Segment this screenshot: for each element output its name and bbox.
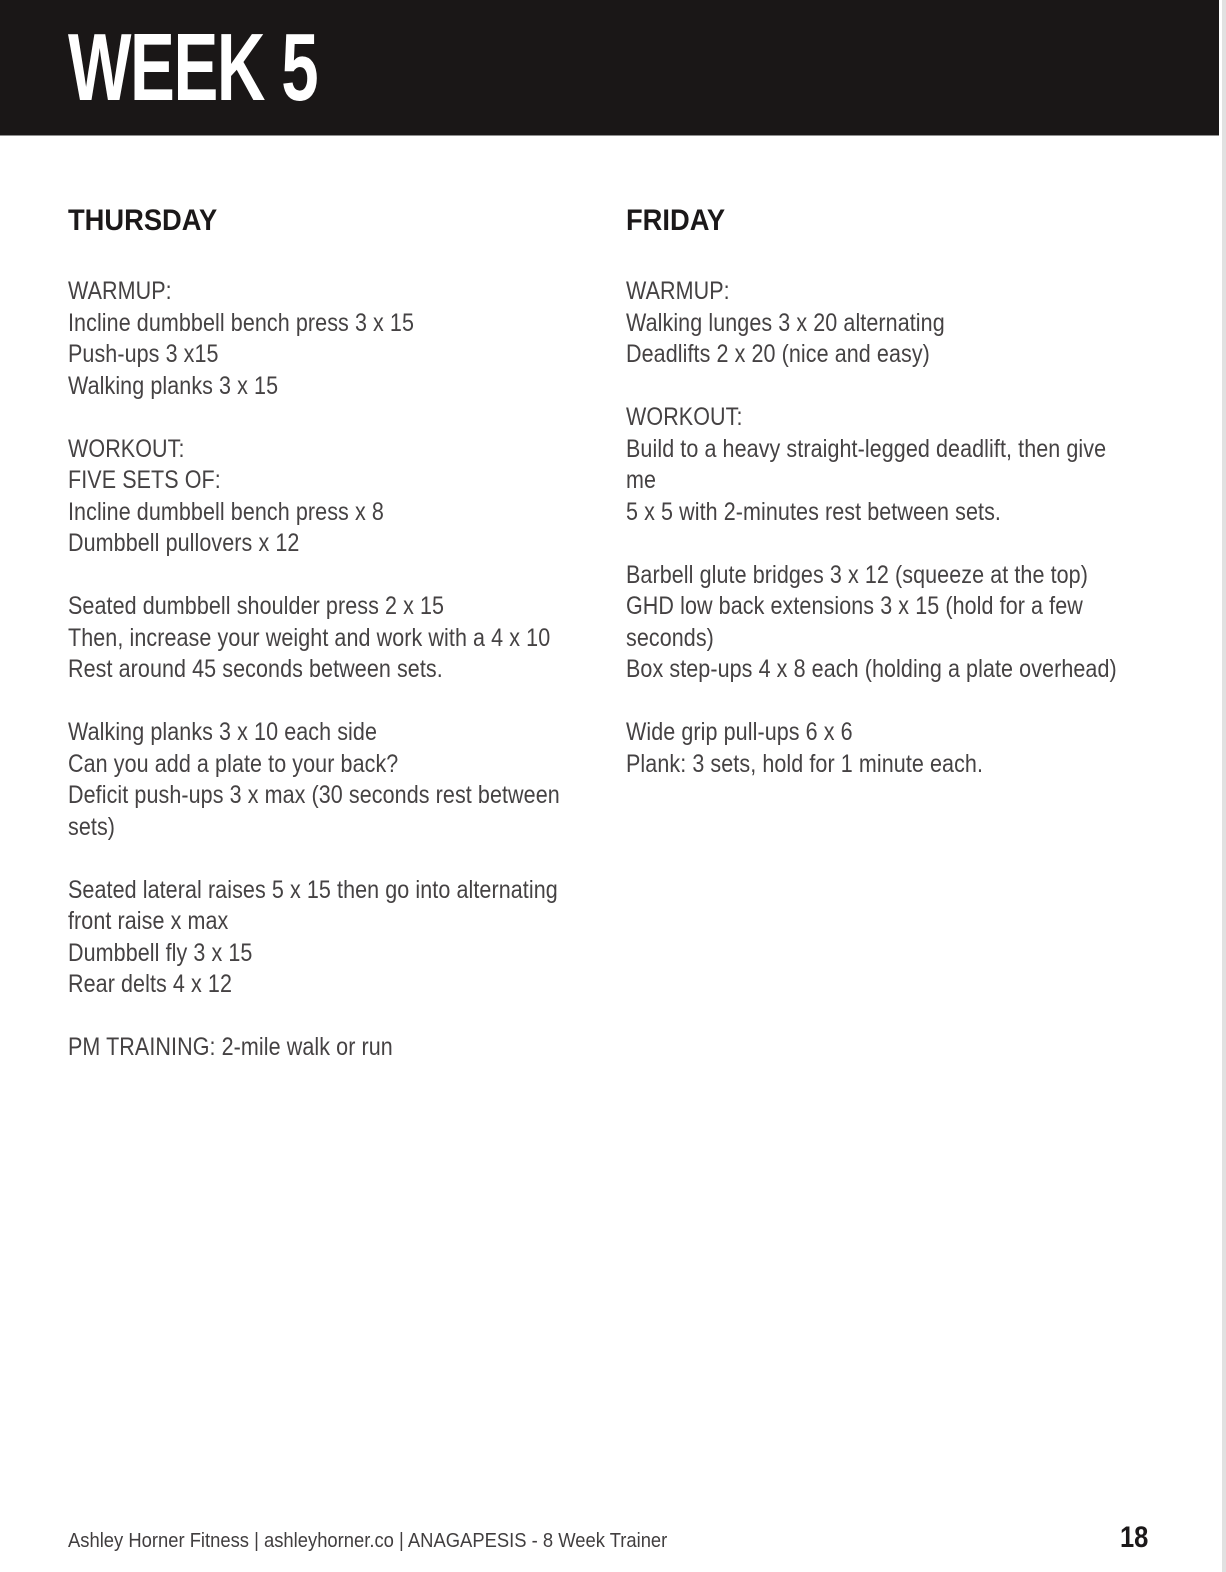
workout-line: Build to a heavy straight-legged deadlift, then give [626,434,1107,463]
workout-line: Walking planks 3 x 15 [68,371,279,400]
workout-line: Dumbbell pullovers x 12 [68,529,300,557]
workout-line: Seated lateral raises 5 x 15 then go into alternating [68,875,558,904]
thursday-column [68,203,624,1095]
workout-line: sets) [68,812,116,841]
workout-line: Wide grip pull-ups 6 x 6 [626,718,853,746]
workout-line: Deadlifts 2 x 20 (nice and easy) [626,340,930,368]
page-edge-strip [1222,0,1226,1572]
workout-line: Incline dumbbell bench press x 8 [68,497,384,526]
friday-heading: FRIDAY [626,204,726,237]
thursday-shoulder-block [68,591,624,686]
workout-line: WORKOUT: [626,403,743,431]
workout-line: Deficit push-ups 3 x max (30 seconds rest between [68,781,560,809]
thursday-heading: THURSDAY [68,204,218,237]
workout-line: WARMUP: [68,277,172,305]
workout-line: WORKOUT: [68,434,185,463]
thursday-raises-block [68,875,624,1001]
thursday-pm-training-block [68,1032,624,1064]
workout-line: Box step-ups 4 x 8 each (holding a plate overhead) [626,655,1117,683]
friday-workout-block [626,402,1186,528]
week-title: WEEK 5 [68,13,318,121]
workout-line: WARMUP: [626,277,730,305]
workout-line: seconds) [626,623,714,652]
workout-line: Then, increase your weight and work with a 4 x 10 [68,623,551,652]
week-banner [0,0,1219,136]
workout-line: Can you add a plate to your back? [68,749,399,778]
friday-accessory-block [626,560,1186,686]
friday-heading-row [626,203,1186,239]
workout-line: Dumbbell fly 3 x 15 [68,938,253,967]
workout-line: Barbell glute bridges 3 x 12 (squeeze at the top) [626,560,1088,589]
workout-line: Rest around 45 seconds between sets. [68,655,443,683]
thursday-warmup-block [68,276,624,402]
workout-line: Rear delts 4 x 12 [68,970,233,998]
workout-line: front raise x max [68,907,229,935]
workout-line: Push-ups 3 x15 [68,340,219,368]
workout-line: 5 x 5 with 2-minutes rest between sets. [626,497,1002,526]
page-number: 18 [1120,1521,1149,1554]
friday-warmup-block [626,276,1186,371]
friday-pullups-block [626,717,1186,780]
thursday-planks-block [68,717,624,843]
workout-line: Incline dumbbell bench press 3 x 15 [68,308,415,337]
thursday-workout-block [68,434,624,560]
workout-line: FIVE SETS OF: [68,466,221,494]
workout-line: Seated dumbbell shoulder press 2 x 15 [68,592,445,620]
thursday-heading-row [68,203,624,239]
footer-credit: Ashley Horner Fitness | ashleyhorner.co | ANAGAPESIS - 8 Week Trainer [68,1530,668,1552]
workout-line: Walking planks 3 x 10 each side [68,718,378,746]
workout-line: Plank: 3 sets, hold for 1 minute each. [626,749,984,778]
workout-line: Walking lunges 3 x 20 alternating [626,308,945,337]
friday-column [626,203,1186,812]
workout-line: GHD low back extensions 3 x 15 (hold for a few [626,592,1083,620]
workout-line: PM TRAINING: 2-mile walk or run [68,1033,393,1061]
workout-line: me [626,466,657,494]
